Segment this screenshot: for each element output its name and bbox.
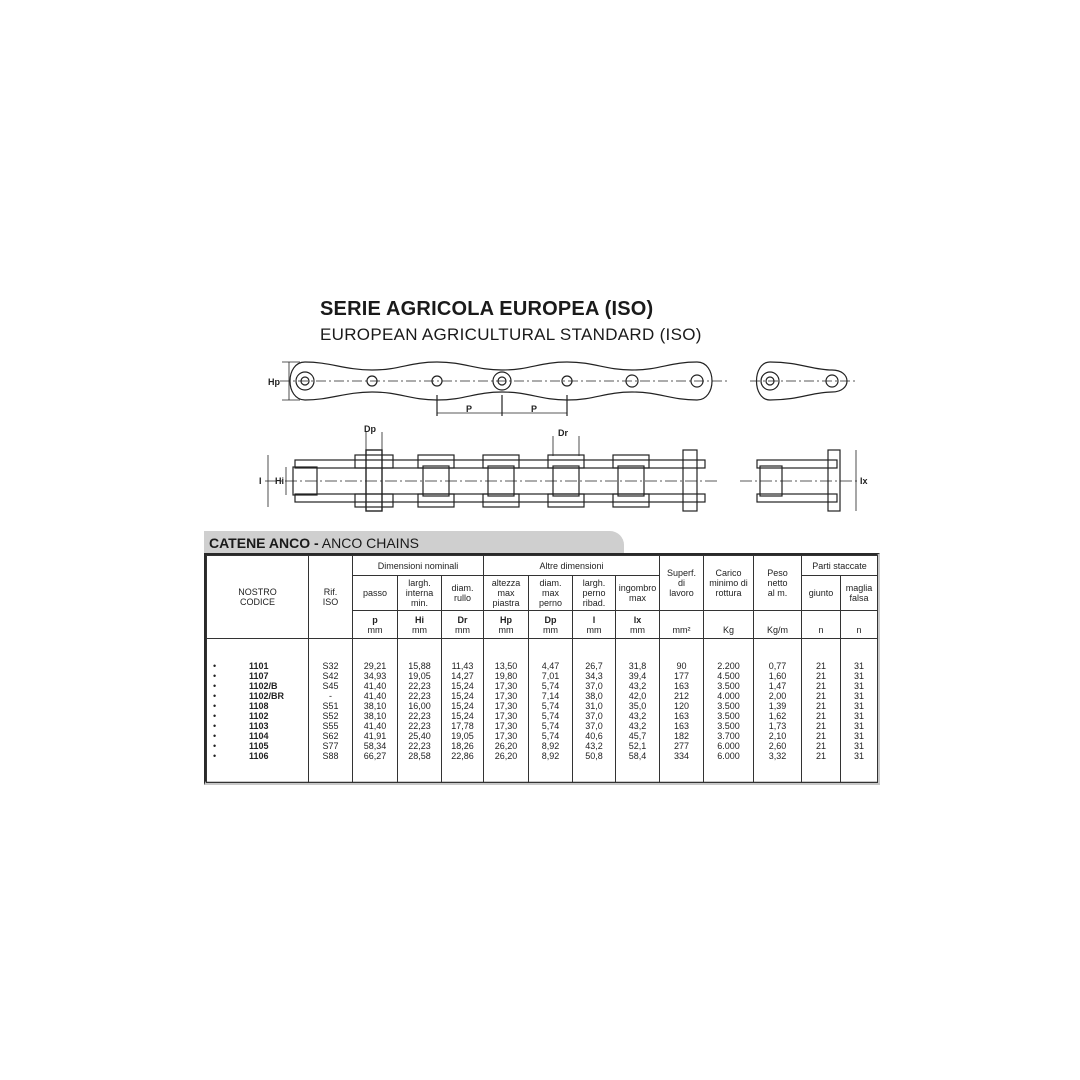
header-parti-staccate: Parti staccate [802, 556, 878, 576]
header-peso: Peso netto al m. [754, 556, 802, 611]
header-unit-l: l mm [573, 611, 616, 639]
header-largh-interna: largh. interna min. [398, 576, 442, 611]
column-superf: 90 177 163 212 120 163 163 182 277 334 [660, 639, 704, 783]
header-altre-dimensioni: Altre dimensioni [484, 556, 660, 576]
header-giunto: giunto [802, 576, 841, 611]
header-unit-dp: Dp mm [529, 611, 573, 639]
header-superf: Superf. di lavoro [660, 556, 704, 611]
section-title: CATENE ANCO - ANCO CHAINS [209, 535, 420, 551]
end-view-top-outline [757, 460, 837, 468]
header-unit-dr: Dr mm [442, 611, 484, 639]
row-bullets: • • • • • • • • • • [213, 660, 217, 761]
header-unit-giunto: n [802, 611, 841, 639]
label-dp: Dp [364, 424, 376, 434]
header-largh-perno: largh. perno ribad. [573, 576, 616, 611]
header-unit-p: p mm [353, 611, 398, 639]
header-diam-perno: diam. max perno [529, 576, 573, 611]
header-passo: passo [353, 576, 398, 611]
column-hi: 15,88 19,05 22,23 22,23 16,00 22,23 22,23 25,40 22,23 28,58 [398, 639, 442, 783]
column-carico: 2.200 4.500 3.500 4.000 3.500 3.500 3.500 3.700 6.000 6.000 [704, 639, 754, 783]
chains-spec-table [206, 555, 878, 783]
label-p-1: P [466, 404, 473, 414]
header-rif-iso: Rif. ISO [309, 556, 353, 639]
column-hp: 13,50 19,80 17,30 17,30 17,30 17,30 17,30 17,30 26,20 26,20 [484, 639, 529, 783]
column-codice [207, 639, 309, 783]
label-hi: Hi [275, 476, 284, 486]
column-lx: 31,8 39,4 43,2 42,0 35,0 43,2 43,2 45,7 52,1 58,4 [616, 639, 660, 783]
page-subtitle: EUROPEAN AGRICULTURAL STANDARD (ISO) [320, 325, 702, 344]
column-giunto: 21 21 21 21 21 21 21 21 21 21 [802, 639, 841, 783]
header-unit-maglia: n [841, 611, 878, 639]
header-unit-peso: Kg/m [754, 611, 802, 639]
column-maglia: 31 31 31 31 31 31 31 31 31 31 [841, 639, 878, 783]
column-dp: 4,47 7,01 5,74 7,14 5,74 5,74 5,74 5,74 8,92 8,92 [529, 639, 573, 783]
header-unit-superf: mm² [660, 611, 704, 639]
label-hp: Hp [268, 377, 280, 387]
column-p: 29,21 34,93 41,40 41,40 38,10 38,10 41,40 41,91 58,34 66,27 [353, 639, 398, 783]
header-maglia-falsa: maglia falsa [841, 576, 878, 611]
label-ix: Ix [860, 476, 868, 486]
header-unit-carico: Kg [704, 611, 754, 639]
header-nostro-codice: NOSTRO CODICE [207, 556, 309, 639]
header-unit-hi: Hi mm [398, 611, 442, 639]
header-unit-hp: Hp mm [484, 611, 529, 639]
codes-list: 1101 1107 1102/B 1102/BR 1108 1102 1103 1104 1105 1106 [249, 660, 285, 761]
column-dr: 11,43 14,27 15,24 15,24 15,24 15,24 17,78 19,05 18,26 22,86 [442, 639, 484, 783]
header-dimensioni-nominali: Dimensioni nominali [353, 556, 484, 576]
chain-diagram [0, 0, 1080, 530]
column-peso: 0,77 1,60 1,47 2,00 1,39 1,62 1,73 2,10 2,60 3,32 [754, 639, 802, 783]
column-rif-iso: S32 S42 S45 - S51 S52 S55 S62 S77 S88 [309, 639, 353, 783]
label-p-2: P [531, 404, 538, 414]
header-altezza: altezza max piastra [484, 576, 529, 611]
header-ingombro: ingombro max [616, 576, 660, 611]
label-dr: Dr [558, 428, 569, 438]
page-title: SERIE AGRICOLA EUROPEA (ISO) [320, 298, 654, 320]
header-carico: Carico minimo di rottura [704, 556, 754, 611]
label-i: I [259, 476, 262, 486]
column-l: 26,7 34,3 37,0 38,0 31,0 37,0 37,0 40,6 43,2 50,8 [573, 639, 616, 783]
header-unit-lx: lx mm [616, 611, 660, 639]
header-diam-rullo: diam. rullo [442, 576, 484, 611]
